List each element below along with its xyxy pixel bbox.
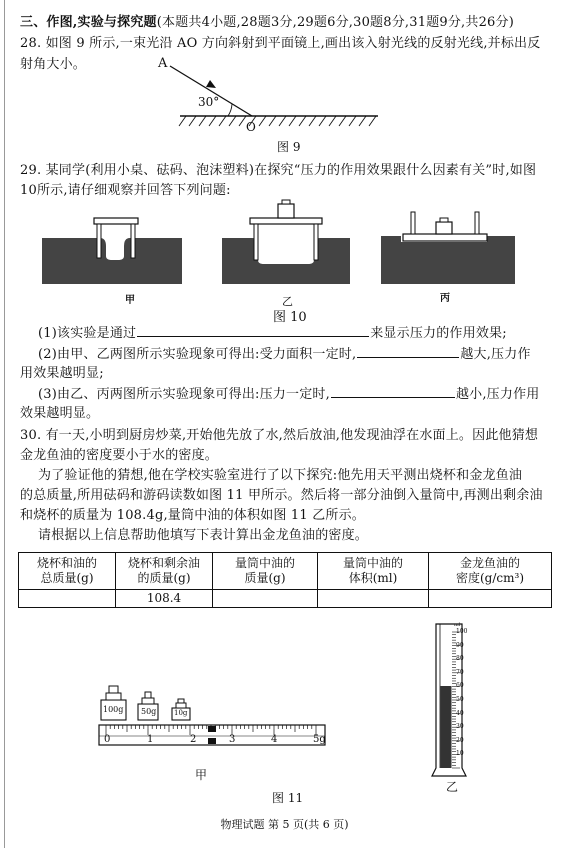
density-table bbox=[18, 552, 552, 608]
table-row bbox=[19, 590, 552, 608]
table-header-row bbox=[19, 553, 552, 590]
label-yi: 乙 bbox=[282, 295, 293, 308]
cylinder-scale-label: 40 bbox=[456, 709, 464, 717]
figure-11-measuring-cylinder bbox=[428, 620, 474, 780]
figure-11-caption: 图 11 bbox=[272, 791, 304, 805]
table-cell: 108.4 bbox=[116, 590, 213, 608]
section-title: 三、作图,实验与探究题 bbox=[20, 15, 157, 30]
q30-text-line2: 金龙鱼油的密度要小于水的密度。 bbox=[20, 448, 219, 463]
cylinder-scale-label: 80 bbox=[456, 655, 464, 663]
q30-text-line3: 为了验证他的猜想,他在学校实验室进行了以下探究:他先用天平测出烧杯和金龙鱼油 bbox=[38, 468, 523, 483]
ruler-tick-0: 0 bbox=[104, 734, 111, 745]
figure-11-label-yi: 乙 bbox=[446, 780, 459, 794]
figure-11-rider-scale bbox=[98, 724, 328, 748]
table-cell[interactable] bbox=[19, 590, 116, 608]
figure-10-caption: 图 10 bbox=[273, 310, 307, 325]
section-heading bbox=[20, 14, 514, 31]
cylinder-unit: ml bbox=[454, 622, 461, 628]
cylinder-scale-label: 30 bbox=[456, 723, 464, 731]
label-bing: 丙 bbox=[440, 293, 450, 304]
table-header-cell: 烧杯和油的 总质量(g) bbox=[19, 553, 116, 590]
table-header-cell: 金龙鱼油的 密度(g/cm³) bbox=[429, 553, 552, 590]
cylinder-scale-label: 10 bbox=[456, 750, 464, 758]
table-cell[interactable] bbox=[429, 590, 552, 608]
ruler-tick-4: 4 bbox=[271, 734, 278, 745]
q29-sub3 bbox=[38, 385, 539, 403]
figure-9-caption: 图 9 bbox=[277, 140, 301, 154]
label-jia: 甲 bbox=[125, 295, 135, 306]
figure-10-jia bbox=[42, 214, 182, 286]
q28-text-line2: 射角大小。 bbox=[20, 57, 87, 72]
answer-blank-1[interactable] bbox=[137, 324, 369, 337]
label-A: A bbox=[158, 56, 168, 71]
q29-sub3-cont: 效果越明显。 bbox=[20, 406, 100, 421]
q29-text-line1: 29. 某同学(利用小桌、砝码、泡沫塑料)在探究“压力的作用效果跟什么因素有关”时,如图 bbox=[20, 163, 537, 178]
q29-sub3-prefix: (3)由乙、丙两图所示实验现象可得出:压力一定时, bbox=[38, 387, 330, 402]
q29-sub2-suffix: 越大,压力作 bbox=[460, 347, 531, 362]
figure-10-yi bbox=[222, 200, 350, 286]
weight-100g: 100g bbox=[103, 705, 124, 714]
cylinder-scale-label: 20 bbox=[456, 736, 464, 744]
q29-sub3-suffix: 越小,压力作用 bbox=[455, 387, 540, 402]
ruler-unit: g bbox=[319, 734, 326, 745]
cylinder-scale-label: 100 bbox=[456, 628, 468, 635]
q29-sub1 bbox=[38, 324, 507, 342]
page-edge bbox=[4, 0, 5, 848]
figure-11-label-jia: 甲 bbox=[195, 768, 208, 782]
q30-text-line5: 和烧杯的质量为 108.4g,量筒中油的体积如图 11 乙所示。 bbox=[20, 508, 366, 523]
page-footer: 物理试题 第 5 页(共 6 页) bbox=[220, 818, 349, 831]
cylinder-scale-label: 90 bbox=[456, 641, 464, 649]
table-cell[interactable] bbox=[213, 590, 318, 608]
ruler-tick-1: 1 bbox=[147, 734, 154, 745]
label-O: O bbox=[246, 120, 256, 134]
ruler-tick-5: 5g bbox=[313, 734, 326, 745]
figure-10-bing bbox=[381, 206, 515, 286]
q30-text-line4: 的总质量,所用砝码和游码读数如图 11 甲所示。然后将一部分油倒入量筒中,再测出剩余油 bbox=[20, 488, 543, 503]
q29-sub2-prefix: (2)由甲、乙两图所示实验现象可得出:受力面积一定时, bbox=[38, 347, 357, 362]
cylinder-scale-label: 70 bbox=[456, 668, 464, 676]
answer-blank-3[interactable] bbox=[331, 385, 455, 398]
cylinder-scale-label: 60 bbox=[456, 682, 464, 690]
q29-sub1-suffix: 来显示压力的作用效果; bbox=[370, 326, 507, 341]
ruler-tick-3: 3 bbox=[229, 734, 236, 745]
q29-text-line2: 10所示,请仔细观察并回答下列问题: bbox=[20, 183, 231, 198]
table-header-cell: 量筒中油的 质量(g) bbox=[213, 553, 318, 590]
cylinder-scale-label: 50 bbox=[456, 696, 464, 703]
section-note: (本题共4小题,28题3分,29题6分,30题8分,31题9分,共26分) bbox=[156, 15, 515, 30]
table-header-cell: 烧杯和剩余油 的质量(g) bbox=[116, 553, 213, 590]
q29-sub2 bbox=[38, 345, 531, 363]
q30-text-line6: 请根据以上信息帮助他填写下表计算出金龙鱼油的密度。 bbox=[38, 528, 369, 543]
q29-sub2-cont: 用效果越明显; bbox=[20, 366, 104, 381]
q30-text-line1: 30. 有一天,小明到厨房炒菜,开始他先放了水,然后放油,他发现油浮在水面上。因此他猜想 bbox=[20, 428, 539, 443]
weight-10g: 10g bbox=[174, 709, 188, 717]
ruler-tick-2: 2 bbox=[190, 734, 197, 745]
q29-sub1-prefix: (1)该实验是通过 bbox=[38, 326, 137, 341]
answer-blank-2[interactable] bbox=[357, 345, 459, 358]
angle-label: 30° bbox=[198, 95, 220, 109]
table-header-cell: 量筒中油的 体积(ml) bbox=[318, 553, 429, 590]
q28-text-line1: 28. 如图 9 所示,一束光沿 AO 方向斜射到平面镜上,画出该入射光线的反射光线,并标出反 bbox=[20, 36, 541, 51]
weight-50g: 50g bbox=[141, 707, 157, 716]
table-cell[interactable] bbox=[318, 590, 429, 608]
